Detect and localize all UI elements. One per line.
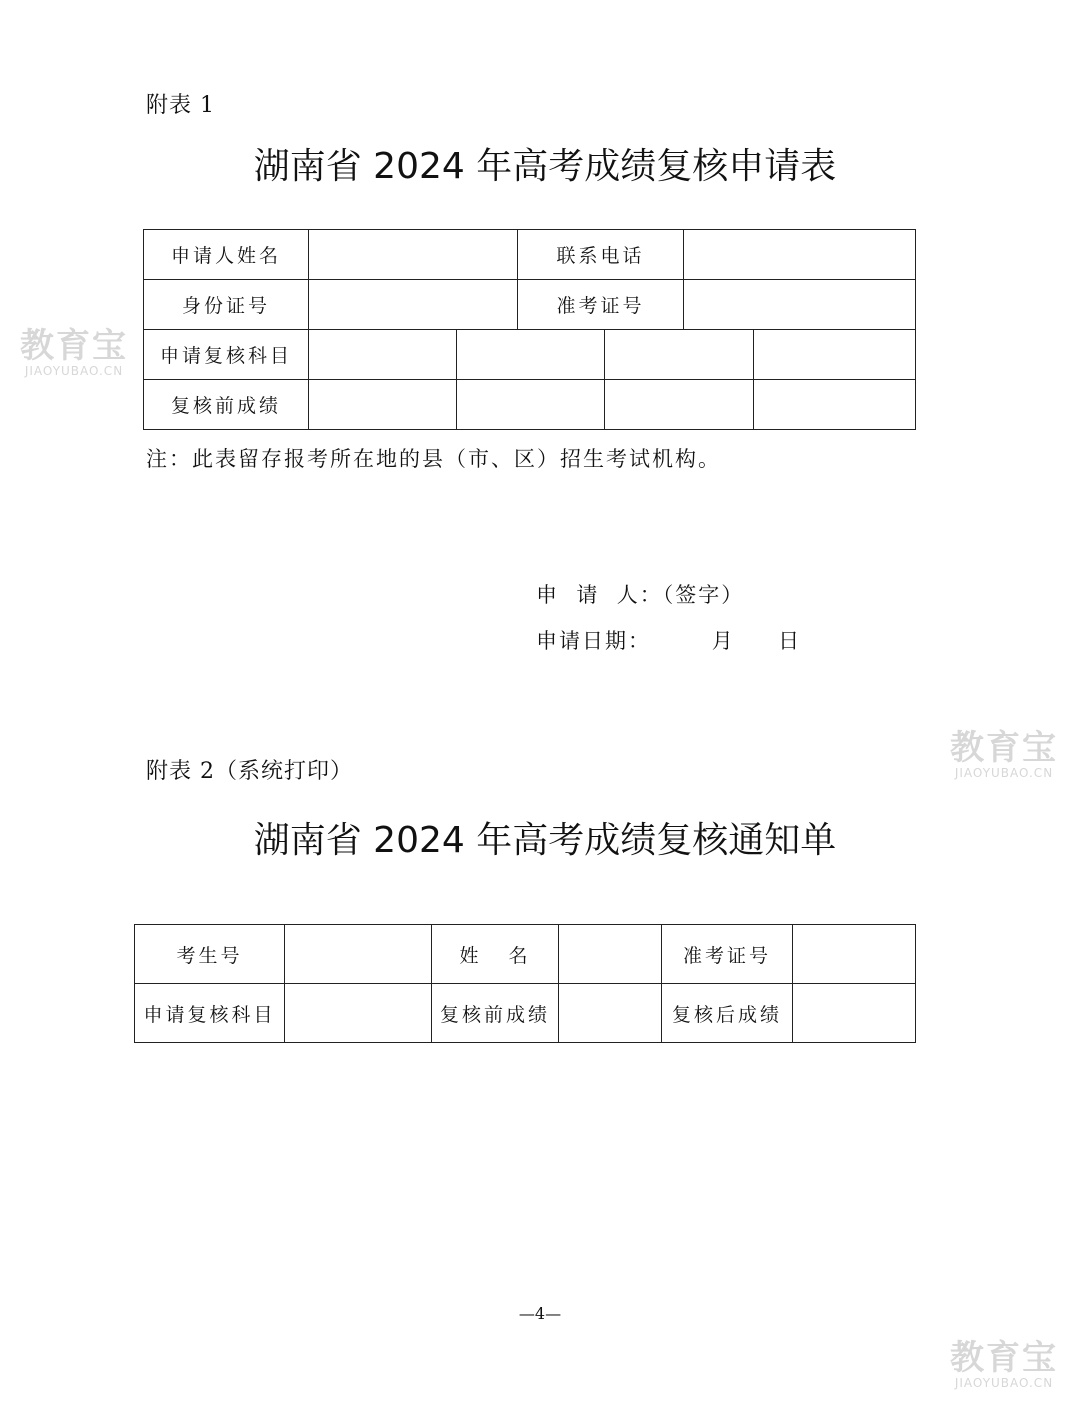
score-before-field-3[interactable] bbox=[605, 380, 754, 430]
attachment-2-label: 附表 2（系统打印） bbox=[146, 759, 353, 784]
name-label: 姓 名 bbox=[432, 925, 559, 984]
exam-ticket-value bbox=[793, 925, 916, 984]
application-date-line: 申请日期： 月 日 bbox=[536, 629, 802, 653]
exam-ticket-field[interactable] bbox=[684, 280, 916, 330]
review-subject-value bbox=[285, 984, 432, 1043]
id-number-label: 身份证号 bbox=[144, 280, 309, 330]
applicant-name-field[interactable] bbox=[309, 230, 518, 280]
score-after-label: 复核后成绩 bbox=[662, 984, 793, 1043]
score-before-field-2[interactable] bbox=[457, 380, 605, 430]
watermark-url: JIAOYUBAO.CN bbox=[24, 364, 124, 378]
applicant-signature-line: 申 请 人：（签字） bbox=[536, 583, 745, 607]
form1-note: 注：此表留存报考所在地的县（市、区）招生考试机构。 bbox=[146, 447, 721, 471]
score-before-field-1[interactable] bbox=[309, 380, 457, 430]
watermark-text: 教育宝 bbox=[950, 728, 1058, 768]
review-subject-field-2[interactable] bbox=[457, 330, 605, 380]
watermark-url: JIAOYUBAO.CN bbox=[954, 1376, 1054, 1390]
review-subject-label: 申请复核科目 bbox=[144, 330, 309, 380]
application-form-table bbox=[143, 229, 916, 430]
review-subject-field-3[interactable] bbox=[605, 330, 754, 380]
watermark-logo-1 bbox=[18, 328, 130, 378]
form1-title: 湖南省 2024 年高考成绩复核申请表 bbox=[253, 146, 837, 187]
exam-ticket-label: 准考证号 bbox=[518, 280, 684, 330]
score-before-label: 复核前成绩 bbox=[432, 984, 559, 1043]
candidate-no-value bbox=[285, 925, 432, 984]
score-before-value bbox=[559, 984, 662, 1043]
review-subject-field-1[interactable] bbox=[309, 330, 457, 380]
applicant-name-label: 申请人姓名 bbox=[144, 230, 309, 280]
name-value bbox=[559, 925, 662, 984]
page-number: —4— bbox=[518, 1304, 562, 1323]
score-before-label: 复核前成绩 bbox=[144, 380, 309, 430]
attachment-1-label: 附表 1 bbox=[146, 93, 215, 118]
phone-field[interactable] bbox=[684, 230, 916, 280]
watermark-url: JIAOYUBAO.CN bbox=[954, 766, 1054, 780]
review-subject-label: 申请复核科目 bbox=[135, 984, 285, 1043]
phone-label: 联系电话 bbox=[518, 230, 684, 280]
form2-title: 湖南省 2024 年高考成绩复核通知单 bbox=[253, 820, 837, 861]
watermark-text: 教育宝 bbox=[950, 1338, 1058, 1378]
id-number-field[interactable] bbox=[309, 280, 518, 330]
notification-form-table bbox=[134, 924, 916, 1043]
review-subject-field-4[interactable] bbox=[754, 330, 916, 380]
watermark-logo-2 bbox=[948, 730, 1060, 780]
exam-ticket-label: 准考证号 bbox=[662, 925, 793, 984]
score-before-field-4[interactable] bbox=[754, 380, 916, 430]
candidate-no-label: 考生号 bbox=[135, 925, 285, 984]
watermark-text: 教育宝 bbox=[20, 326, 128, 366]
watermark-logo-3 bbox=[948, 1340, 1060, 1390]
score-after-value bbox=[793, 984, 916, 1043]
